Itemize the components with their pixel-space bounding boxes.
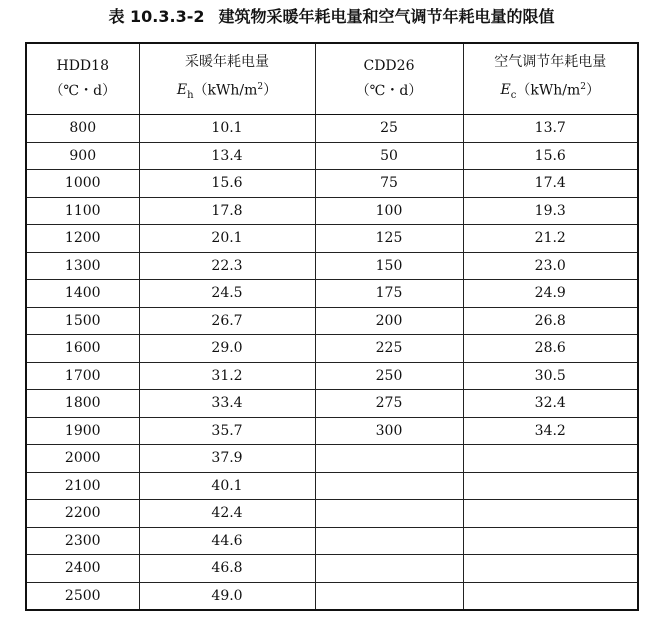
cooling-consumption-cell: 17.4: [463, 170, 638, 198]
cdd26-cell: 150: [315, 252, 463, 280]
cdd26-cell: [315, 582, 463, 610]
heating-consumption-cell: 42.4: [139, 500, 315, 528]
cdd26-cell: [315, 555, 463, 583]
table-row: [26, 280, 638, 308]
table-row: [26, 115, 638, 143]
heating-consumption-cell: 20.1: [139, 225, 315, 253]
cooling-consumption-cell: 34.2: [463, 417, 638, 445]
cooling-consumption-cell: 24.9: [463, 280, 638, 308]
table-row: [26, 225, 638, 253]
heating-consumption-cell: 35.7: [139, 417, 315, 445]
header-cdd26-unit: （℃・d）: [355, 83, 423, 99]
table-title: 建筑物采暖年耗电量和空气调节年耗电量的限值: [218, 7, 555, 26]
cooling-consumption-cell: 21.2: [463, 225, 638, 253]
cdd26-cell: 125: [315, 225, 463, 253]
hdd18-cell: 1400: [26, 280, 139, 308]
table-row: [26, 472, 638, 500]
cooling-consumption-cell: 30.5: [463, 362, 638, 390]
table-header: [26, 43, 638, 115]
hdd18-cell: 2200: [26, 500, 139, 528]
hdd18-cell: 1000: [26, 170, 139, 198]
cooling-consumption-cell: 13.7: [463, 115, 638, 143]
table-row: [26, 335, 638, 363]
header-cdd26: [315, 43, 463, 115]
cdd26-cell: 50: [315, 142, 463, 170]
cdd26-cell: [315, 445, 463, 473]
heating-consumption-cell: 46.8: [139, 555, 315, 583]
header-row: [26, 43, 638, 115]
heating-consumption-cell: 29.0: [139, 335, 315, 363]
table-row: [26, 252, 638, 280]
heating-consumption-cell: 33.4: [139, 390, 315, 418]
cooling-consumption-cell: 28.6: [463, 335, 638, 363]
heating-consumption-cell: 13.4: [139, 142, 315, 170]
cooling-consumption-cell: [463, 445, 638, 473]
cooling-unit-open: （kWh/m: [516, 82, 581, 99]
cdd26-cell: 175: [315, 280, 463, 308]
heating-consumption-cell: 17.8: [139, 197, 315, 225]
cooling-consumption-cell: [463, 555, 638, 583]
hdd18-cell: 900: [26, 142, 139, 170]
heating-consumption-cell: 10.1: [139, 115, 315, 143]
heating-consumption-cell: 22.3: [139, 252, 315, 280]
heating-consumption-cell: 24.5: [139, 280, 315, 308]
hdd18-cell: 2300: [26, 527, 139, 555]
cdd26-cell: 75: [315, 170, 463, 198]
heating-consumption-cell: 31.2: [139, 362, 315, 390]
hdd18-cell: 1900: [26, 417, 139, 445]
header-cooling-consumption: [463, 43, 638, 115]
cooling-consumption-cell: 23.0: [463, 252, 638, 280]
table-row: [26, 142, 638, 170]
cdd26-cell: 25: [315, 115, 463, 143]
table-row: [26, 362, 638, 390]
cooling-consumption-cell: 15.6: [463, 142, 638, 170]
cooling-consumption-cell: 26.8: [463, 307, 638, 335]
table-row: [26, 582, 638, 610]
header-heating-label: 采暖年耗电量: [185, 53, 269, 70]
cooling-consumption-cell: [463, 527, 638, 555]
cdd26-cell: 200: [315, 307, 463, 335]
hdd18-cell: 2100: [26, 472, 139, 500]
header-cooling-unit: [464, 75, 638, 108]
cdd26-cell: 225: [315, 335, 463, 363]
cooling-subscript: c: [510, 90, 517, 102]
cooling-consumption-cell: 19.3: [463, 197, 638, 225]
heating-unit-close: ）: [263, 82, 278, 99]
header-cooling-label: 空气调节年耗电量: [494, 53, 607, 70]
hdd18-cell: 1800: [26, 390, 139, 418]
hdd18-cell: 1200: [26, 225, 139, 253]
heating-consumption-cell: 15.6: [139, 170, 315, 198]
table-row: [26, 417, 638, 445]
table-number: 表 10.3.3-2: [108, 7, 205, 26]
hdd18-cell: 1500: [26, 307, 139, 335]
cdd26-cell: [315, 500, 463, 528]
heating-unit-sup: 2: [257, 81, 264, 92]
cooling-consumption-cell: 32.4: [463, 390, 638, 418]
cdd26-cell: 275: [315, 390, 463, 418]
table-body: [26, 115, 638, 611]
hdd18-cell: 2000: [26, 445, 139, 473]
hdd18-cell: 1700: [26, 362, 139, 390]
hdd18-cell: 1600: [26, 335, 139, 363]
cooling-unit-close: ）: [585, 82, 600, 99]
table-row: [26, 197, 638, 225]
cooling-consumption-cell: [463, 472, 638, 500]
table-row: [26, 500, 638, 528]
heating-consumption-cell: 44.6: [139, 527, 315, 555]
limits-table: [25, 42, 639, 611]
cdd26-cell: 100: [315, 197, 463, 225]
cdd26-cell: [315, 527, 463, 555]
cdd26-cell: 250: [315, 362, 463, 390]
header-hdd18-label: HDD18: [56, 58, 109, 74]
cooling-consumption-cell: [463, 500, 638, 528]
heating-unit-open: （kWh/m: [193, 82, 258, 99]
cdd26-cell: 300: [315, 417, 463, 445]
table-row: [26, 555, 638, 583]
heating-subscript: h: [187, 90, 194, 102]
hdd18-cell: 1100: [26, 197, 139, 225]
table-row: [26, 170, 638, 198]
heating-consumption-cell: 37.9: [139, 445, 315, 473]
table-row: [26, 307, 638, 335]
header-cdd26-label: CDD26: [363, 58, 415, 74]
heating-consumption-cell: 40.1: [139, 472, 315, 500]
table-row: [26, 390, 638, 418]
hdd18-cell: 800: [26, 115, 139, 143]
hdd18-cell: 2400: [26, 555, 139, 583]
cooling-consumption-cell: [463, 582, 638, 610]
cdd26-cell: [315, 472, 463, 500]
heating-consumption-cell: 49.0: [139, 582, 315, 610]
table-row: [26, 445, 638, 473]
cooling-symbol: E: [500, 82, 511, 99]
header-hdd18-unit: （℃・d）: [49, 83, 117, 99]
header-hdd18: [26, 43, 139, 115]
heating-symbol: E: [176, 82, 188, 99]
heating-consumption-cell: 26.7: [139, 307, 315, 335]
table-row: [26, 527, 638, 555]
table-caption: [0, 6, 663, 28]
header-heating-unit: [140, 75, 315, 108]
cooling-unit-sup: 2: [580, 81, 586, 92]
hdd18-cell: 1300: [26, 252, 139, 280]
hdd18-cell: 2500: [26, 582, 139, 610]
header-heating-consumption: [139, 43, 315, 115]
